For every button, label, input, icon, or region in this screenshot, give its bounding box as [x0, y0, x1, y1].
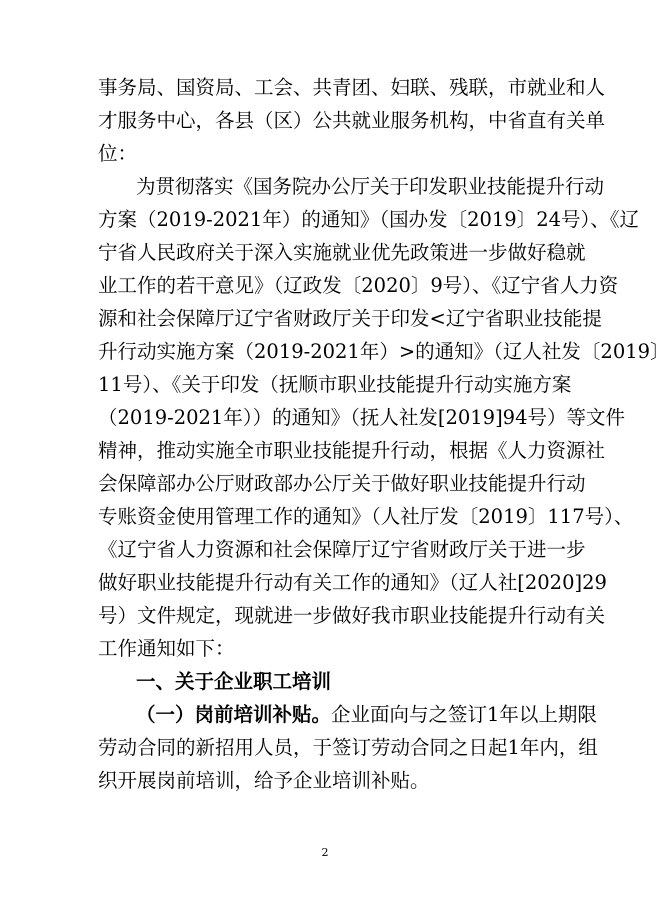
body-line: （2019-2021年））的通知》（抚人社发[2019]94号）等文件: [98, 406, 625, 429]
body-line: 11号）、《关于印发（抚顺市职业技能提升行动实施方案: [98, 373, 572, 396]
subsection-text: 企业面向与之签订1年以上期限: [331, 703, 597, 726]
body-line: 号）文件规定，现就进一步做好我市职业技能提升行动有关: [98, 604, 606, 627]
subsection-line: 织开展岗前培训，给予企业培训补贴。: [98, 769, 430, 792]
body-line: 宁省人民政府关于深入实施就业优先政策进一步做好稳就: [98, 241, 586, 264]
body-line: 专账资金使用管理工作的通知》（人社厅发〔2019〕117号）、: [98, 505, 634, 528]
body-line: 位：: [98, 142, 138, 165]
body-line: 《辽宁省人力资源和社会保障厅辽宁省财政厅关于进一步: [98, 538, 586, 561]
body-line: 精神，推动实施全市职业技能提升行动，根据《人力资源社: [98, 439, 606, 462]
body-line: 业工作的若干意见》（辽政发〔2020〕9号）、《辽宁省人力资: [98, 274, 619, 297]
body-line: 升行动实施方案（2019-2021年）>的通知》（辽人社发〔2019〕: [98, 340, 670, 363]
subsection-first-line: [136, 701, 597, 729]
subsection-label: （一）岗前培训补贴。: [136, 703, 332, 726]
body-line: 会保障部办公厅财政部办公厅关于做好职业技能提升行动: [98, 472, 586, 495]
subsection-line: 劳动合同的新招用人员，于签订劳动合同之日起1年内，组: [98, 736, 598, 759]
body-line: 做好职业技能提升行动有关工作的通知》（辽人社[2020]29: [98, 571, 607, 594]
body-line: 源和社会保障厅辽宁省财政厅关于印发<辽宁省职业技能提: [98, 307, 602, 330]
body-line: 方案（2019-2021年）的通知》（国办发〔2019〕24号）、《辽: [98, 208, 640, 231]
body-line: 才服务中心，各县（区）公共就业服务机构，中省直有关单: [98, 109, 606, 132]
section-heading: 一、关于企业职工培训: [136, 670, 332, 693]
body-line: 为贯彻落实《国务院办公厅关于印发职业技能提升行动: [136, 175, 605, 198]
page-number: 2: [321, 846, 329, 859]
body-line: 工作通知如下：: [98, 637, 235, 660]
body-line: 事务局、国资局、工会、共青团、妇联、残联，市就业和人: [98, 76, 606, 99]
